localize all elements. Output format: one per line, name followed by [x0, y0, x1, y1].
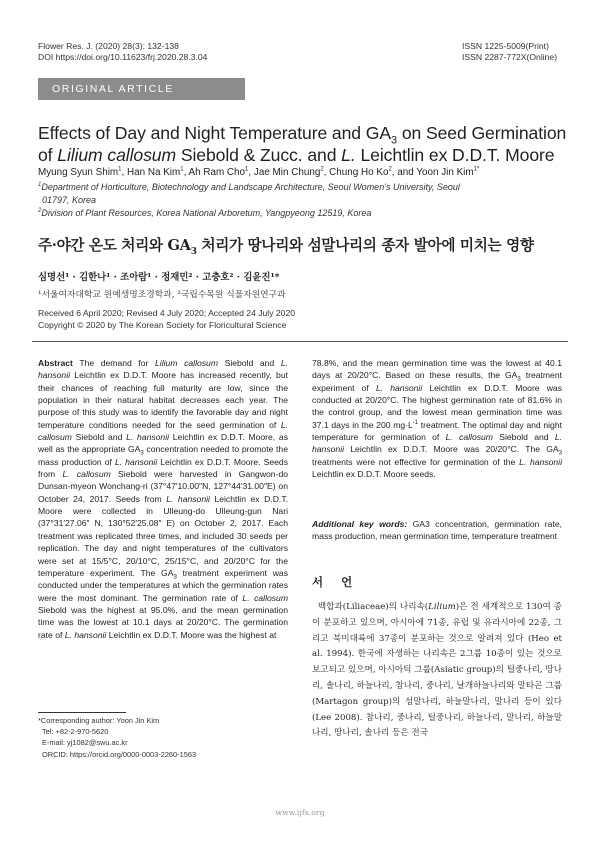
korean-title: 주·야간 온도 처리와 $GA_3$ 처리가 땅나리와 섬말나리의 종자 발아에 미치는 영향: [38, 237, 534, 257]
korean-author-list: 심명선¹ · 김한나¹ · 조아람¹ · 정재민² · 고충호² · 김윤진¹*: [38, 272, 280, 283]
orcid-link[interactable]: ORCID: https://orcid.org/0000-0003-2260-1563: [42, 749, 197, 759]
korean-affiliations: ¹서울여자대학교 원예생명조경학과, ²국립수목원 식물자원연구과: [38, 290, 286, 300]
doi-link[interactable]: DOI https://doi.org/10.11623/frj.2020.28.3.04: [38, 52, 208, 62]
article-dates: Received 6 April 2020; Revised 4 July 2020; Accepted 24 July 2020 Copyright © 2020 by The Korean Society for Floricultural Science: [38, 308, 296, 330]
issn-print: ISSN 1225-5009(Print): [462, 41, 549, 51]
author-name: Jae Min Chung: [253, 167, 321, 178]
issn-online: ISSN 2287-772X(Online): [462, 52, 558, 62]
header-divider: [32, 341, 568, 342]
author-name: Chung Ho Ko: [329, 167, 389, 178]
corresponding-author-footnote: *Corresponding author: Yoon Jin Kim Tel: +82-2-970-5620 E-mail: yj1082@swu.ac.kr ORCID: https://orcid.org/0000-0003-2260-1563: [38, 715, 288, 760]
paper-title: Effects of Day and Night Temperature and $GA_3$ on Seed Germination of Lilium callosum Siebold & Zucc. and L. Leichtlin ex D.D.T. Moore: [38, 123, 567, 165]
author-name: Han Na Kim: [126, 167, 181, 178]
author-list: Myung Syun Shim$^1$, Han Na Kim$^1$, Ah Ram Cho$^1$, Jae Min Chung$^2$, Chung Ho Ko$^2$, and Yoon Jin Kim$^{1*}$: [38, 166, 480, 178]
footnote-divider: [38, 712, 126, 713]
journal-url[interactable]: www.ijfs.org: [275, 808, 325, 817]
abstract-continued: 78.8%, and the mean germination time was the lowest at 40.1 days at 20/20°C. Based on these results, the $GA_3$ treatment experiment of L. hansonii Leichtlin ex D.D.T. Moore was conducted at 20/20°C. The highest germination rate of 81.6% in the control group, and the lowest mean germination time was 37.1 days in the 200 $mg\cdot L^{-1}$ treatment. The optimal day and night temperature for germination of L. callosum Siebold and L. hansonii Leichtlin ex D.D.T. Moore was 20/20°C. The $GA_3$ treatments were not effective for germination of the L. hansonii Leichtlin ex D.D.T. Moore seeds.: [312, 358, 563, 480]
keywords: Additional key words: GA3 concentration, germination rate, mass production, mean germination time, temperature treatment: [312, 519, 562, 542]
journal-citation: Flower Res. J. (2020) 28(3): 132-138: [38, 41, 179, 51]
affiliation-1: $^1$Department of Horticulture, Biotechnology and Landscape Architecture, Seoul Women’s University, Seoul 01797, Korea: [38, 182, 460, 205]
affiliation-2: $^2$Division of Plant Resources, Korea National Arboretum, Yangpyeong 12519, Korea: [38, 208, 372, 218]
author-name: Ah Ram Cho: [188, 167, 246, 178]
email-link[interactable]: E-mail: yj1082@swu.ac.kr: [42, 738, 128, 748]
section-heading-introduction: 서 언: [312, 575, 360, 589]
introduction-text: 백합과(Liliaceae)의 나리속(Lilium)은 전 세계적으로 130여 종이 분포하고 있으며, 아시아에 71종, 유럽 및 유라시아에 22종, 그리고 북미대륙에 37종이 분포하는 것으로 알려져 있다 (Heo et al. 1994). 한국에 자생하는 나리속은 2그룹 10종이 있는 것으로 보고되고 있으며, 아시아틱 그룹(Asiatic group)의 털중나리, 땅나리, 솔나리, 하늘나리, 참나리, 중나리, 날개하늘나리와 말타곤 그룹(Martagon group)의 섬말나리, 하늘말나리, 말나리 등이 있다(Lee 2008). 참나리, 중나리, 털중나리, 하늘나리, 말나리, 하늘말나리, 땅나리, 솔나리 등은 전국: [312, 602, 562, 739]
abstract-label: Abstract: [38, 358, 73, 368]
author-name: Myung Syun Shim: [38, 167, 119, 178]
abstract: Abstract The demand for Lilium callosum Siebold and L. hansonii Leichtlin ex D.D.T. Moore has increased recently, but their chances of reaching full maturity are low, since the population in their natural habitat decreases each year. The purpose of this study was to identify the favorable day and night temperature conditions needed for the seed germination of L. callosum Siebold and L. hansonii Leichtlin ex D.D.T. Moore, as well as the appropriate $GA_3$ concentration needed to promote the mass production of L. hansonii Leichtlin ex D.D.T. Moore. Seeds from L. callosum Siebold were harvested in Gangwon-do Dunsan-myeon Wonchang-ri (37°47′10.00″N, 127°44′31.00″E) on October 24, 2017. Seeds from L. hansonii Leichtlin ex D.D.T. Moore were collected in Ulleung-do Ulleung-gun Nari (37°31′27.06″ N, 130°52′25.08″ E) on October 2, 2017. Each treatment was replicated three times, and included 30 seeds per replication. The day and night temperatures of the cultivators were set at 15/5°C, 20/10°C, 25/15°C, and 20/20°C for the temperature experiment. The $GA_3$ treatment experiment was conducted under the temperatures at which the germination rates were the most dominant. The germination rate of L. callosum Siebold was the highest at 95.0%, and the mean germination time was the lowest at 10.1 days at 20/20°C. The germination rate of L. hansonii Leichtlin ex D.D.T. Moore was the highest at: [38, 358, 289, 640]
keywords-label: Additional key words:: [312, 519, 408, 529]
article-type-badge: ORIGINAL ARTICLE: [38, 78, 245, 100]
author-name: Yoon Jin Kim: [416, 167, 474, 178]
